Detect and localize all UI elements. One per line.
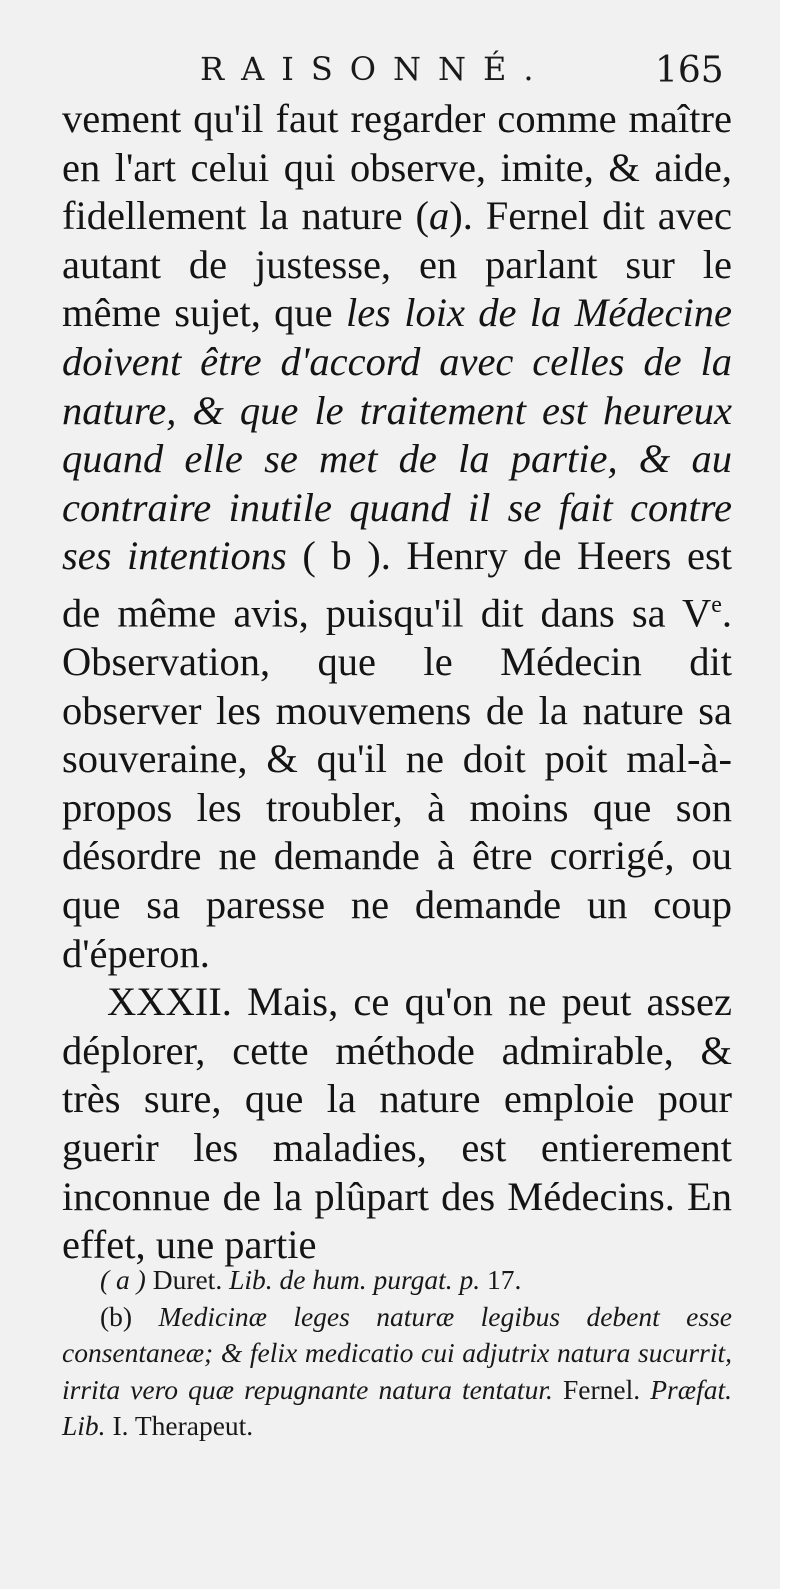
footnote-b-end: I. Therapeut. <box>105 1410 254 1441</box>
main-text <box>62 95 732 1270</box>
footnote-b-quote: Medicinæ leges naturæ legibus debent esse consentaneæ; & felix medicatio cui adjutrix natura sucurrit, irrita vero quæ repugnante natura tentatur. <box>62 1300 732 1405</box>
paragraph-1-part-4: . Observation, que le Médecin dit observer les mouvemens de la nature sa souveraine, & qu'il ne doit poit mal-à-propos les troubler, à moins que son désordre ne demande à être corrigé, ou que sa paresse ne demande un coup d'éperon. <box>62 590 732 976</box>
page-number: 165 <box>655 50 724 91</box>
footnote-a <box>62 1262 732 1299</box>
paragraph-1-part-2: ). Fernel dit avec autant de justesse, en parlant sur le même sujet, que <box>62 193 732 336</box>
footnote-b <box>62 1299 732 1445</box>
paragraph-1-part-1: vement qu'il faut regarder comme maître en l'art celui qui observe, imite, & aide, fidellement la nature ( <box>62 96 732 239</box>
footnote-a-author: Duret. <box>152 1264 230 1295</box>
paragraph-1-part-3: ( b ). Henry de Heers est de même avis, puisqu'il dit dans sa V <box>62 533 732 636</box>
running-title: RAISONNÉ. <box>200 50 551 88</box>
footnote-b-source: Præfat. Lib. <box>62 1373 732 1441</box>
page-header <box>0 50 780 100</box>
footnote-ref-a: a <box>429 193 450 239</box>
footnote-b-marker: (b) <box>100 1300 159 1332</box>
footnote-a-source: Lib. de hum. purgat. p. <box>229 1264 481 1295</box>
fernel-quote: les loix de la Médecine doivent être d'accord avec celles de la nature, & que le traitement est heureux quand elle se met de la partie, & au contraire inutile quand il se fait contre ses intentions <box>62 290 732 579</box>
footnote-a-marker: ( a ) <box>100 1264 153 1295</box>
footnote-b-author: Fernel. <box>552 1373 651 1405</box>
paragraph-1 <box>62 95 732 978</box>
paragraph-2: XXXII. Mais, ce qu'on ne peut assez déplorer, cette méthode admirable, & très sure, que la nature emploie pour guerir les maladies, est entierement inconnue de la plûpart des Médecins. En effet, une partie <box>62 979 732 1268</box>
superscript-e: e <box>711 591 722 618</box>
footnote-a-page: 17. <box>480 1264 522 1295</box>
page-margin-edge <box>780 0 800 1589</box>
footnotes <box>62 1262 732 1445</box>
